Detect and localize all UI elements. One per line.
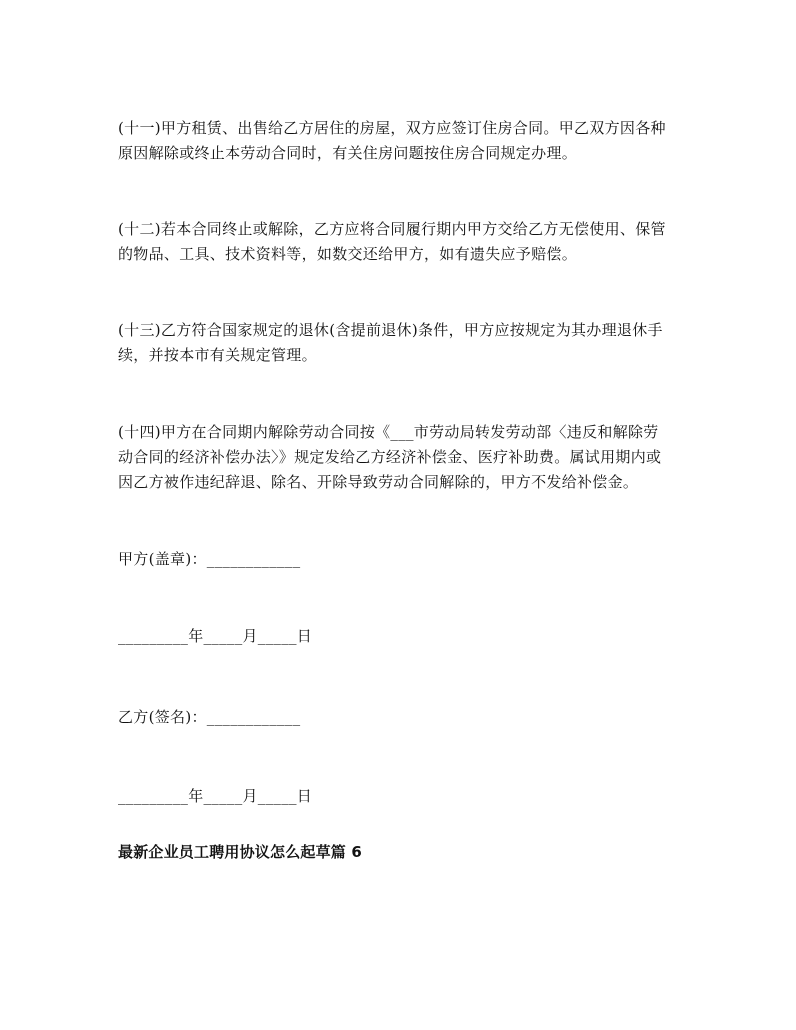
party-b-signature-text: 乙方(签名)：____________ [118, 708, 301, 726]
party-b-signature [118, 705, 684, 730]
clause-12-line-2: 的物品、工具、技术资料等，如数交还给甲方，如有遗失应予赔偿。 [118, 245, 578, 263]
clause-13-line-2: 续，并按本市有关规定管理。 [118, 346, 317, 364]
clause-11-line-2: 原因解除或终止本劳动合同时，有关住房问题按住房合同规定办理。 [118, 144, 578, 162]
section-heading: 最新企业员工聘用协议怎么起草篇 6 [118, 843, 363, 861]
clause-14-line-1: (十四)甲方在合同期内解除劳动合同按《___市劳动局转发劳动部〈违反和解除劳 [118, 423, 659, 441]
clause-11 [118, 116, 684, 166]
clause-14-line-2: 动合同的经济补偿办法〉》规定发给乙方经济补偿金、医疗补助费。属试用期内或 [118, 448, 662, 466]
party-a-signature-text: 甲方(盖章)：____________ [118, 550, 301, 568]
clause-12-line-1: (十二)若本合同终止或解除，乙方应将合同履行期内甲方交给乙方无偿使用、保管 [118, 220, 666, 238]
clause-13-line-1: (十三)乙方符合国家规定的退休(含提前退休)条件，甲方应按规定为其办理退休手 [118, 321, 663, 339]
party-a-date-text: _________年_____月_____日 [118, 627, 313, 645]
party-b-date-text: _________年_____月_____日 [118, 787, 313, 805]
clause-14-line-3: 因乙方被作违纪辞退、除名、开除导致劳动合同解除的，甲方不发给补偿金。 [118, 473, 639, 491]
clause-14 [118, 420, 684, 495]
clause-13 [118, 318, 684, 368]
party-b-date [118, 784, 684, 809]
clause-12 [118, 217, 684, 267]
party-a-signature [118, 547, 684, 572]
party-a-date [118, 624, 684, 649]
clause-11-line-1: (十一)甲方租赁、出售给乙方居住的房屋，双方应签订住房合同。甲乙双方因各种 [118, 119, 666, 137]
